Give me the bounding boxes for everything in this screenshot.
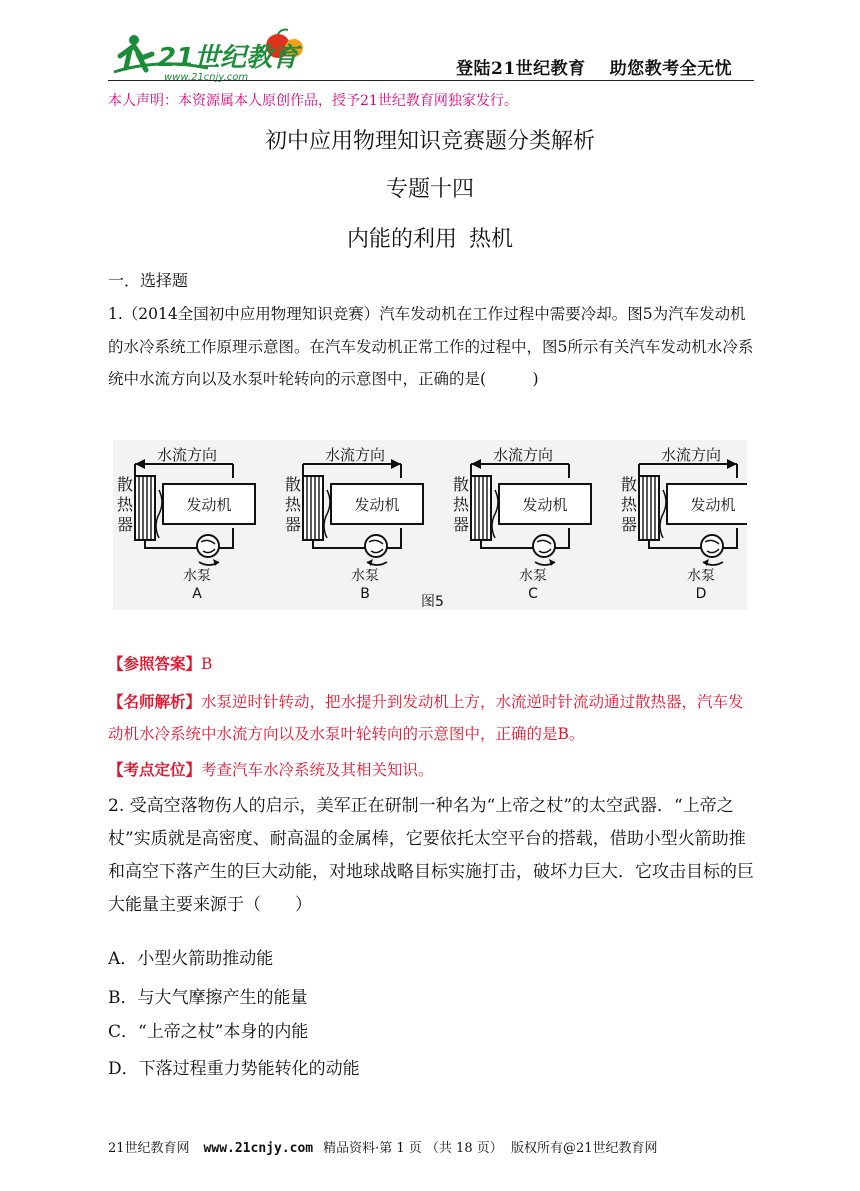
footer-copyright: 版权所有@21世纪教育网 — [511, 1141, 658, 1156]
panel-letter: D — [695, 586, 707, 602]
radiator-body — [639, 476, 659, 540]
pump-label: 水泵 — [687, 568, 715, 584]
engine-label: 发动机 — [186, 496, 232, 514]
doc-subtitle: 专题十四 — [385, 177, 474, 202]
header-tagline — [456, 54, 732, 79]
knowledge-label: 【考点定位】 — [108, 760, 202, 779]
tagline-right: 助您教考全无忧 — [609, 59, 733, 79]
doc-title: 初中应用物理知识竞赛题分类解析 — [264, 129, 595, 154]
footer-left: 21世纪教育网 — [108, 1141, 190, 1156]
engine-label: 发动机 — [354, 496, 400, 514]
flow-direction-label: 水流方向 — [493, 446, 554, 464]
pump-impeller-icon — [701, 535, 723, 557]
answer-label: 【参照答案】 — [108, 654, 202, 673]
footer-page: 精品资料·第 1 页 （共 18 页） — [323, 1141, 503, 1156]
panel-letter: C — [528, 586, 538, 602]
radiator-label-char: 热 — [285, 495, 302, 514]
flow-direction-label: 水流方向 — [325, 446, 386, 464]
pump-label: 水泵 — [183, 568, 211, 584]
engine-label: 发动机 — [522, 496, 568, 514]
radiator-body — [135, 476, 155, 540]
analysis-label: 【名师解析】 — [108, 692, 202, 711]
section-heading: 一．选择题 — [108, 271, 189, 290]
knowledge-point — [108, 754, 758, 786]
topic-part-b: 热机 — [469, 227, 514, 252]
question-2-text: 2. 受高空落物伤人的启示，美军正在研制一种名为“上帝之杖”的太空武器．“上帝之杖”实质就是高密度、耐高温的金属棒，它要依托太空平台的搭载，借助小型火箭助推和高空下落产生的巨大动能，对地球战略目标实施打击，破坏力巨大．它攻击目标的巨大能量主要来源于（ ） — [108, 796, 754, 915]
figure-caption: 图5 — [421, 594, 444, 610]
doc-topic — [0, 222, 860, 253]
tagline-left: 登陆21世纪教育 — [456, 59, 586, 79]
radiator-label-char: 散 — [285, 475, 302, 494]
radiator-label-char: 器 — [117, 515, 134, 534]
engine-label: 发动机 — [690, 496, 736, 514]
answer-value: B — [201, 655, 213, 673]
logo-text: 21世纪教育 — [158, 43, 299, 73]
footer-site-link[interactable]: www.21cnjy.com — [203, 1141, 314, 1156]
figure-5-svg — [113, 440, 747, 610]
option-a: A．小型火箭助推动能 — [108, 949, 274, 969]
radiator-label-char: 热 — [621, 495, 638, 514]
pump-impeller-icon — [197, 535, 219, 557]
logo-url: www.21cnjy.com — [164, 72, 249, 83]
knowledge-text: 考查汽车水冷系统及其相关知识。 — [201, 761, 434, 779]
option-d: D．下落过程重力势能转化的动能 — [108, 1059, 360, 1079]
pump-impeller-icon — [533, 535, 555, 557]
flow-direction-label: 水流方向 — [661, 446, 722, 464]
radiator-label-char: 器 — [621, 515, 638, 534]
radiator-label-char: 热 — [117, 495, 134, 514]
site-logo[interactable] — [108, 28, 308, 84]
radiator-body — [303, 476, 323, 540]
radiator-body — [471, 476, 491, 540]
answer-line — [108, 648, 758, 680]
radiator-label-char: 散 — [621, 475, 638, 494]
pump-impeller-icon — [365, 535, 387, 557]
copyright-notice: 本人声明：本资源属本人原创作品，授予21世纪教育网独家发行。 — [108, 93, 518, 109]
pump-label: 水泵 — [519, 568, 547, 584]
flow-direction-label: 水流方向 — [157, 446, 218, 464]
radiator-label-char: 散 — [453, 475, 470, 494]
pump-label: 水泵 — [351, 568, 379, 584]
option-c: C．“上帝之杖”本身的内能 — [108, 1022, 309, 1042]
header-divider — [108, 80, 754, 81]
panel-letter: B — [360, 586, 370, 602]
topic-part-a: 内能的利用 — [346, 227, 457, 252]
figure-5 — [113, 440, 747, 610]
analysis-paragraph — [108, 686, 758, 750]
radiator-label-char: 器 — [453, 515, 470, 534]
panel-letter: A — [192, 586, 202, 602]
question-1-text: 1.（2014全国初中应用物理知识竞赛）汽车发动机在工作过程中需要冷却。图5为汽车发动机的水冷系统工作原理示意图。在汽车发动机正常工作的过程中，图5所示有关汽车发动机水冷系统中水流方向以及水泵叶轮转向的示意图中，正确的是( ) — [108, 305, 754, 388]
option-b: B．与大气摩擦产生的能量 — [108, 988, 308, 1008]
radiator-label-char: 器 — [285, 515, 302, 534]
analysis-text: 水泵逆时针转动，把水提升到发动机上方，水流逆时针流动通过散热器，汽车发动机水冷系统中水流方向以及水泵叶轮转向的示意图中，正确的是B。 — [108, 693, 744, 743]
page-footer — [108, 1137, 658, 1156]
radiator-label-char: 热 — [453, 495, 470, 514]
radiator-label-char: 散 — [117, 475, 134, 494]
